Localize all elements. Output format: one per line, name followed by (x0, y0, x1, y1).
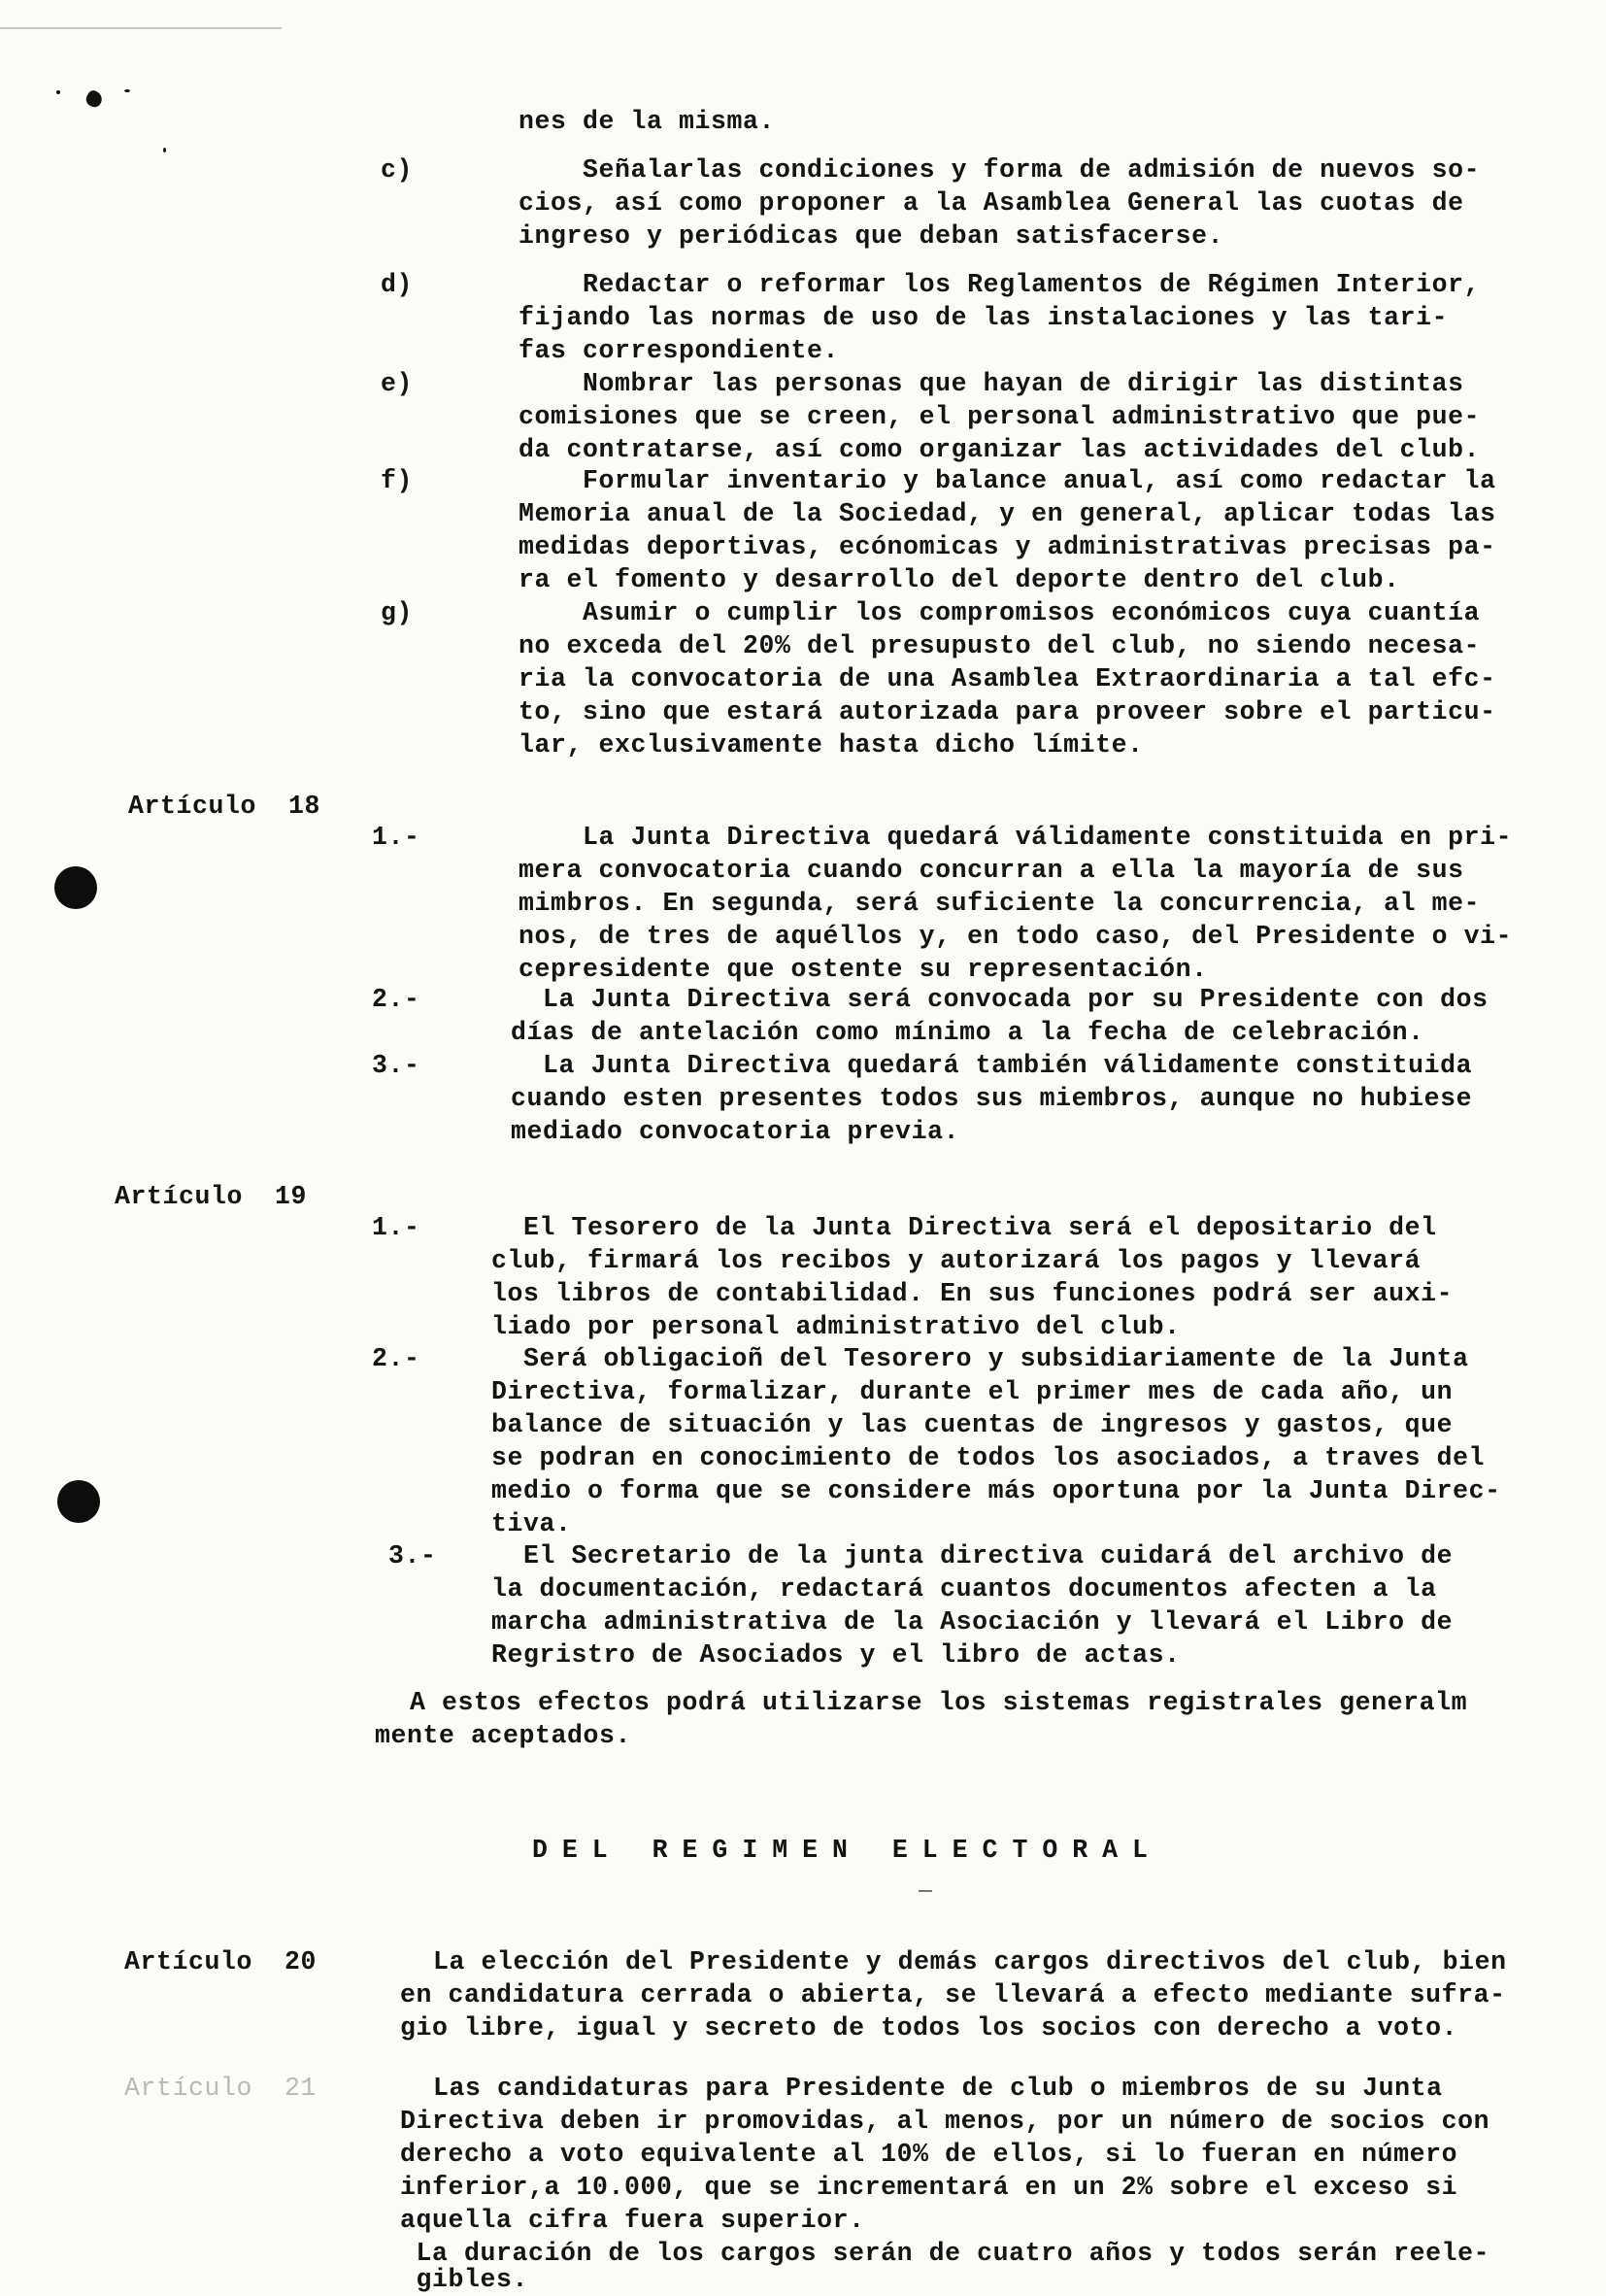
item-marker: 3.- (372, 1051, 420, 1080)
text-line: tiva. (491, 1509, 572, 1538)
section-heading: DEL REGIMEN ELECTORAL (532, 1836, 1162, 1865)
text-line: fijando las normas de uso de las instalaciones y las tari- (519, 303, 1449, 332)
text-line: comisiones que se creen, el personal administrativo que pue- (519, 402, 1481, 431)
text-line: Formular inventario y balance anual, así como redactar la (519, 466, 1496, 495)
text-line: nos, de tres de aquéllos y, en todo caso, del Presidente o vi- (519, 922, 1513, 951)
text-line: mediado convocatoria previa. (511, 1117, 960, 1146)
text-line: mera convocatoria cuando concurran a ella la mayoría de sus (519, 856, 1464, 885)
item-marker: 2.- (372, 1344, 420, 1373)
punch-hole (54, 866, 97, 909)
heading-underline (919, 1890, 932, 1892)
article-21-label: Artículo 21 (124, 2074, 318, 2103)
text-line: gio libre, igual y secreto de todos los socios con derecho a voto. (400, 2013, 1458, 2043)
text-line: Las candidaturas para Presidente de club o miembros de su Junta (433, 2074, 1443, 2103)
text-line: ria la convocatoria de una Asamblea Extraordinaria a tal efc- (519, 664, 1496, 693)
text-line: Será obligacioñ del Tesorero y subsidiariamente de la Junta (491, 1344, 1469, 1373)
text-line: cepresidente que ostente su representación. (519, 955, 1208, 984)
text-line: liado por personal administrativo del club. (491, 1312, 1181, 1341)
text-line: inferior,a 10.000, que se incrementará en un 2% sobre el exceso si (400, 2173, 1458, 2202)
punch-hole (57, 1480, 100, 1523)
text-line: se podran en conocimiento de todos los asociados, a traves del (491, 1443, 1486, 1472)
text-line: La Junta Directiva quedará también válidamente constituida (511, 1051, 1473, 1080)
text-line: ra el fomento y desarrollo del deporte dentro del club. (519, 565, 1400, 594)
text-line: medidas deportivas, ecónomicas y administrativas precisas pa- (519, 532, 1496, 561)
ink-speck (163, 148, 166, 152)
clause-marker: g) (381, 598, 414, 627)
article-19-label: Artículo 19 (115, 1182, 308, 1211)
article-20-label: Artículo 20 (124, 1947, 318, 1976)
text-line: derecho a voto equivalente al 10% de ellos, si lo fueran en número (400, 2140, 1458, 2169)
text-line: da contratarse, así como organizar las actividades del club. (519, 435, 1481, 464)
clause-marker: c) (381, 155, 414, 185)
text-line: La elección del Presidente y demás cargos directivos del club, bien (433, 1947, 1507, 1976)
ink-blot (84, 88, 105, 110)
text-line: club, firmará los recibos y autorizará los pagos y llevará (491, 1246, 1422, 1275)
item-marker: 2.- (372, 985, 420, 1014)
text-line: los libros de contabilidad. En sus funciones podrá ser auxi- (491, 1279, 1454, 1308)
text-line: Asumir o cumplir los compromisos económicos cuya cuantía (519, 598, 1481, 627)
text-line: El Secretario de la junta directiva cuidará del archivo de (491, 1541, 1454, 1570)
text-line: A estos efectos podrá utilizarse los sistemas registrales generalm (410, 1688, 1468, 1717)
article-18-label: Artículo 18 (128, 792, 321, 821)
text-line: mimbros. En segunda, será suficiente la concurrencia, al me- (519, 889, 1481, 918)
ink-speck (56, 90, 60, 94)
text-line: gibles. (400, 2265, 529, 2294)
text-line: cuando esten presentes todos sus miembros, aunque no hubiese (511, 1084, 1473, 1113)
text-line: Memoria anual de la Sociedad, y en general, aplicar todas las (519, 499, 1496, 528)
text-line: El Tesorero de la Junta Directiva será el depositario del (491, 1213, 1437, 1242)
clause-marker: f) (381, 466, 414, 495)
text-line: Redactar o reformar los Reglamentos de Régimen Interior, (519, 270, 1481, 299)
text-line: fas correspondiente. (519, 336, 840, 365)
text-line: Nombrar las personas que hayan de dirigir las distintas (519, 369, 1464, 398)
text-line: La Junta Directiva será convocada por su Presidente con dos (511, 985, 1489, 1014)
item-marker: 1.- (372, 1213, 420, 1242)
text-line: días de antelación como mínimo a la fecha de celebración. (511, 1018, 1424, 1047)
text-line: en candidatura cerrada o abierta, se llevará a efecto mediante sufra- (400, 1980, 1506, 2009)
ink-speck (124, 89, 130, 92)
text-line: no exceda del 20% del presupusto del club, no siendo necesa- (519, 631, 1481, 660)
text-line: La Junta Directiva quedará válidamente constituida en pri- (519, 823, 1513, 852)
text-line: marcha administrativa de la Asociación y llevará el Libro de (491, 1607, 1454, 1637)
text-line: balance de situación y las cuentas de ingresos y gastos, que (491, 1410, 1454, 1439)
text-line: mente aceptados. (375, 1721, 632, 1750)
text-line: Directiva deben ir promovidas, al menos, por un número de socios con (400, 2107, 1490, 2136)
text-line: la documentación, redactará cuantos documentos afecten a la (491, 1574, 1437, 1604)
text-line: lar, exclusivamente hasta dicho límite. (519, 730, 1144, 760)
top-rule (0, 27, 282, 29)
text-line: to, sino que estará autorizada para proveer sobre el particu- (519, 697, 1496, 726)
text-line: Directiva, formalizar, durante el primer mes de cada año, un (491, 1377, 1454, 1406)
text-line: Señalarlas condiciones y forma de admisión de nuevos so- (519, 155, 1481, 185)
text-line: aquella cifra fuera superior. (400, 2206, 865, 2235)
text-line: ingreso y periódicas que deban satisfacerse. (519, 221, 1224, 251)
item-marker: 1.- (372, 823, 420, 852)
text-line: La duración de los cargos serán de cuatro años y todos serán reele- (400, 2239, 1490, 2268)
text-line: nes de la misma. (519, 107, 776, 136)
text-line: medio o forma que se considere más oportuna por la Junta Direc- (491, 1476, 1501, 1505)
text-line: Regristro de Asociados y el libro de actas. (491, 1640, 1181, 1670)
clause-marker: d) (381, 270, 414, 299)
text-line: cios, así como proponer a la Asamblea General las cuotas de (519, 188, 1464, 218)
item-marker: 3.- (388, 1541, 437, 1570)
clause-marker: e) (381, 369, 414, 398)
